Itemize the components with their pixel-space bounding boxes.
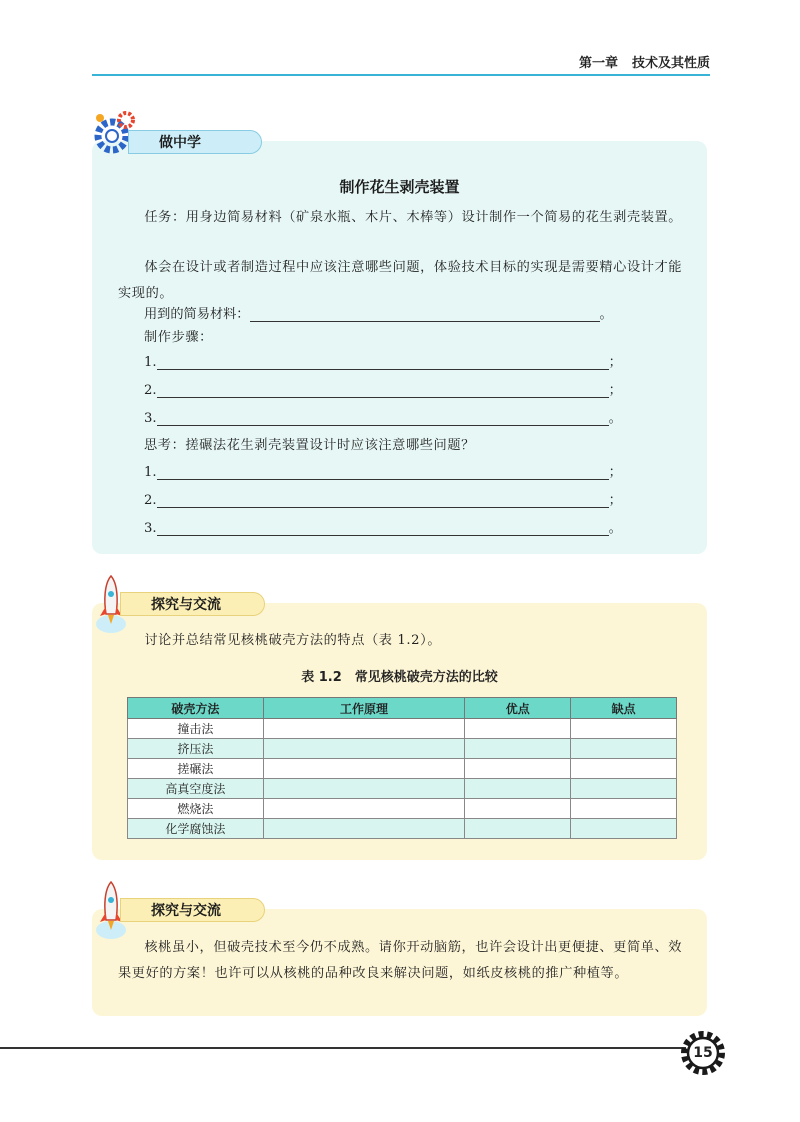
step-blank[interactable] xyxy=(157,353,609,370)
table-header-cell: 优点 xyxy=(465,698,571,719)
think-blank[interactable] xyxy=(157,463,609,480)
advantage-cell[interactable] xyxy=(465,819,571,839)
think-number: 1. xyxy=(144,465,157,480)
step-blank[interactable] xyxy=(157,409,609,426)
think-blank[interactable] xyxy=(157,519,609,536)
table-header-cell: 破壳方法 xyxy=(128,698,264,719)
principle-cell[interactable] xyxy=(263,719,465,739)
table-header-row xyxy=(128,698,677,719)
step-blank[interactable] xyxy=(157,381,609,398)
disadvantage-cell[interactable] xyxy=(571,759,677,779)
disadvantage-cell[interactable] xyxy=(571,799,677,819)
step-number: 1. xyxy=(144,355,157,370)
step-number: 3. xyxy=(144,411,157,426)
think-end: ； xyxy=(608,493,622,508)
disadvantage-cell[interactable] xyxy=(571,719,677,739)
chapter-title: 技术及其性质 xyxy=(631,56,710,71)
advantage-cell[interactable] xyxy=(465,719,571,739)
method-cell: 高真空度法 xyxy=(128,779,264,799)
step-row xyxy=(144,348,622,370)
step-end: ； xyxy=(608,383,622,398)
step-row xyxy=(144,376,622,398)
table-header-cell: 工作原理 xyxy=(263,698,465,719)
experience-paragraph: 体会在设计或者制造过程中应该注意哪些问题，体验技术目标的实现是需要精心设计才能实现的。 xyxy=(118,260,683,301)
discussion-intro: 讨论并总结常见核桃破壳方法的特点（表 1.2）。 xyxy=(144,633,442,648)
step-row xyxy=(144,404,622,426)
think-end: ； xyxy=(608,465,622,480)
advantage-cell[interactable] xyxy=(465,739,571,759)
table-header-cell: 缺点 xyxy=(571,698,677,719)
method-cell: 燃烧法 xyxy=(128,799,264,819)
table-row xyxy=(128,719,677,739)
advantage-cell[interactable] xyxy=(465,759,571,779)
principle-cell[interactable] xyxy=(263,759,465,779)
task-paragraph: 任务：用身边简易材料（矿泉水瓶、木片、木棒等）设计制作一个简易的花生剥壳装置。 xyxy=(144,210,683,225)
chapter-number: 第一章 xyxy=(578,56,618,71)
chapter-header xyxy=(565,52,710,71)
materials-row xyxy=(144,300,613,322)
principle-cell[interactable] xyxy=(263,779,465,799)
learning-by-doing-tag: 做中学 xyxy=(128,130,262,154)
steps-label: 制作步骤： xyxy=(144,330,213,345)
principle-cell[interactable] xyxy=(263,819,465,839)
footer-rule xyxy=(0,1047,686,1049)
explore-discuss-tag: 探究与交流 xyxy=(120,592,265,616)
page-number: 15 xyxy=(693,1045,713,1061)
method-cell: 搓碾法 xyxy=(128,759,264,779)
principle-cell[interactable] xyxy=(263,739,465,759)
think-blank[interactable] xyxy=(157,491,609,508)
think-row xyxy=(144,458,622,480)
think-number: 2. xyxy=(144,493,157,508)
comparison-table xyxy=(127,697,677,839)
advantage-cell[interactable] xyxy=(465,779,571,799)
method-cell: 化学腐蚀法 xyxy=(128,819,264,839)
think-number: 3. xyxy=(144,521,157,536)
principle-cell[interactable] xyxy=(263,799,465,819)
method-cell: 挤压法 xyxy=(128,739,264,759)
activity-title: 制作花生剥壳装置 xyxy=(339,178,460,196)
table-caption: 表 1.2 常见核桃破壳方法的比较 xyxy=(301,670,498,685)
think-label: 思考：搓碾法花生剥壳装置设计时应该注意哪些问题？ xyxy=(144,438,475,453)
think-row xyxy=(144,486,622,508)
materials-end: 。 xyxy=(599,307,613,322)
explore-discuss-tag: 探究与交流 xyxy=(120,898,265,922)
advantage-cell[interactable] xyxy=(465,799,571,819)
think-end: 。 xyxy=(608,521,622,536)
table-row xyxy=(128,759,677,779)
materials-label: 用到的简易材料： xyxy=(144,307,250,322)
table-row xyxy=(128,739,677,759)
think-row xyxy=(144,514,622,536)
header-rule xyxy=(92,74,710,76)
walnut-paragraph: 核桃虽小，但破壳技术至今仍不成熟。请你开动脑筋，也许会设计出更便捷、更简单、效果更好的方案！也许可以从核桃的品种改良来解决问题，如纸皮核桃的推广种植等。 xyxy=(118,940,683,981)
step-number: 2. xyxy=(144,383,157,398)
step-end: ； xyxy=(608,355,622,370)
disadvantage-cell[interactable] xyxy=(571,819,677,839)
materials-blank[interactable] xyxy=(250,305,600,322)
method-cell: 撞击法 xyxy=(128,719,264,739)
table-row xyxy=(128,779,677,799)
disadvantage-cell[interactable] xyxy=(571,739,677,759)
table-row xyxy=(128,799,677,819)
step-end: 。 xyxy=(608,411,622,426)
disadvantage-cell[interactable] xyxy=(571,779,677,799)
table-row xyxy=(128,819,677,839)
